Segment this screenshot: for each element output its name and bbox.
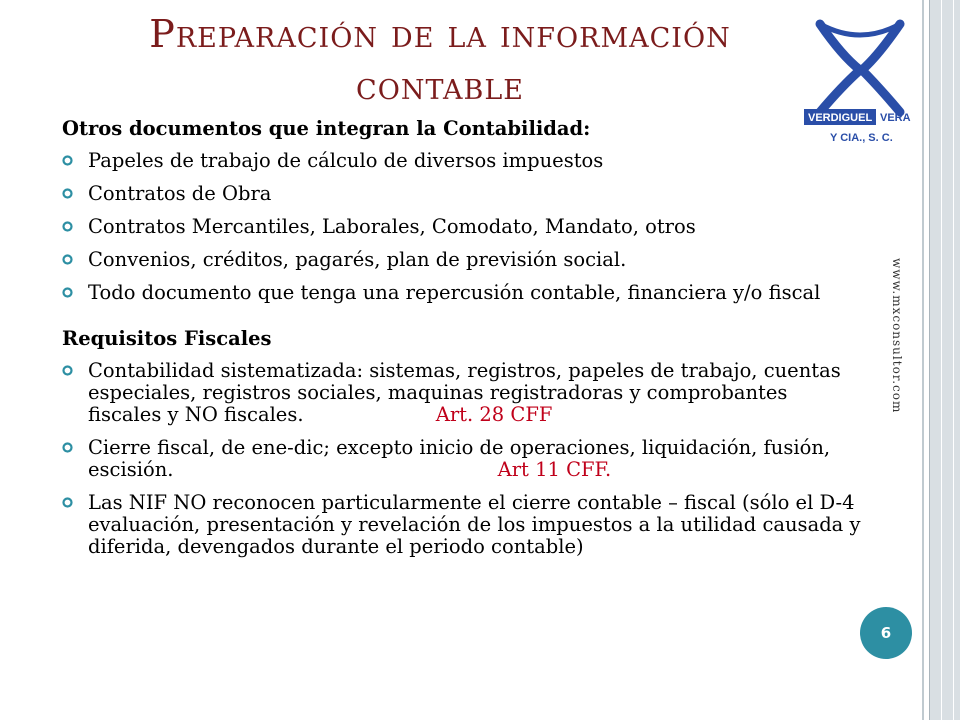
slide-title-line1: Preparación de la información	[149, 12, 731, 56]
list-item	[62, 492, 862, 558]
frame-line	[929, 0, 930, 720]
bullet-icon	[62, 254, 73, 265]
list-item	[62, 282, 862, 304]
logo-brand-suffix: Y CIA., S. C.	[830, 132, 893, 144]
bullet-icon	[62, 155, 73, 166]
list-item-text: Contratos Mercantiles, Laborales, Comodato, Mandato, otros	[88, 215, 696, 238]
logo-brand-name: VERDIGUEL	[808, 112, 873, 124]
side-website-text: www.mxconsultor.com	[890, 258, 904, 414]
list-item-text: Cierre fiscal, de ene-dic; excepto inicio de operaciones, liquidación, fusión, escisión.	[88, 436, 831, 481]
list-item-text: Papeles de trabajo de cálculo de diversos impuestos	[88, 149, 604, 172]
legal-reference: Art. 28 CFF	[435, 403, 553, 426]
bullet-icon	[62, 287, 73, 298]
bullet-icon	[62, 365, 73, 376]
section-heading-requisitos-fiscales: Requisitos Fiscales	[62, 327, 272, 350]
bullet-icon	[62, 442, 73, 453]
bullet-list-requisitos	[62, 360, 862, 558]
list-item-text: Contabilidad sistematizada: sistemas, registros, papeles de trabajo, cuentas especiales, registros sociales, maquinas registradoras y comprobantes fiscales y NO fiscales.	[88, 359, 841, 426]
slide-content	[62, 118, 862, 569]
bullet-icon	[62, 188, 73, 199]
list-item-text: Todo documento que tenga una repercusión contable, financiera y/o fiscal	[88, 281, 821, 304]
list-item	[62, 183, 862, 205]
bullet-icon	[62, 497, 73, 508]
list-item	[62, 150, 862, 172]
list-item	[62, 360, 862, 426]
bullet-icon	[62, 221, 73, 232]
logo-brand-name2: VERA	[880, 112, 911, 124]
list-item-text: Contratos de Obra	[88, 182, 272, 205]
slide-title	[60, 8, 820, 112]
frame-line	[941, 0, 942, 720]
section-heading-otros-documentos: Otros documentos que integran la Contabilidad:	[62, 117, 591, 140]
right-frame-border	[930, 0, 960, 720]
list-item	[62, 437, 862, 481]
legal-reference: Art 11 CFF.	[497, 458, 612, 481]
list-item	[62, 216, 862, 238]
bullet-list-documentos	[62, 150, 862, 304]
page-number-badge: 6	[860, 607, 912, 659]
list-item-text: Las NIF NO reconocen particularmente el cierre contable – fiscal (sólo el D-4 evaluación, presentación y revelación de los impuestos a la utilidad causada y diferida, devengados durante el periodo contable)	[88, 491, 861, 558]
frame-line	[953, 0, 954, 720]
list-item-text: Convenios, créditos, pagarés, plan de previsión social.	[88, 248, 627, 271]
slide-title-line2: contable	[356, 64, 524, 108]
list-item	[62, 249, 862, 271]
